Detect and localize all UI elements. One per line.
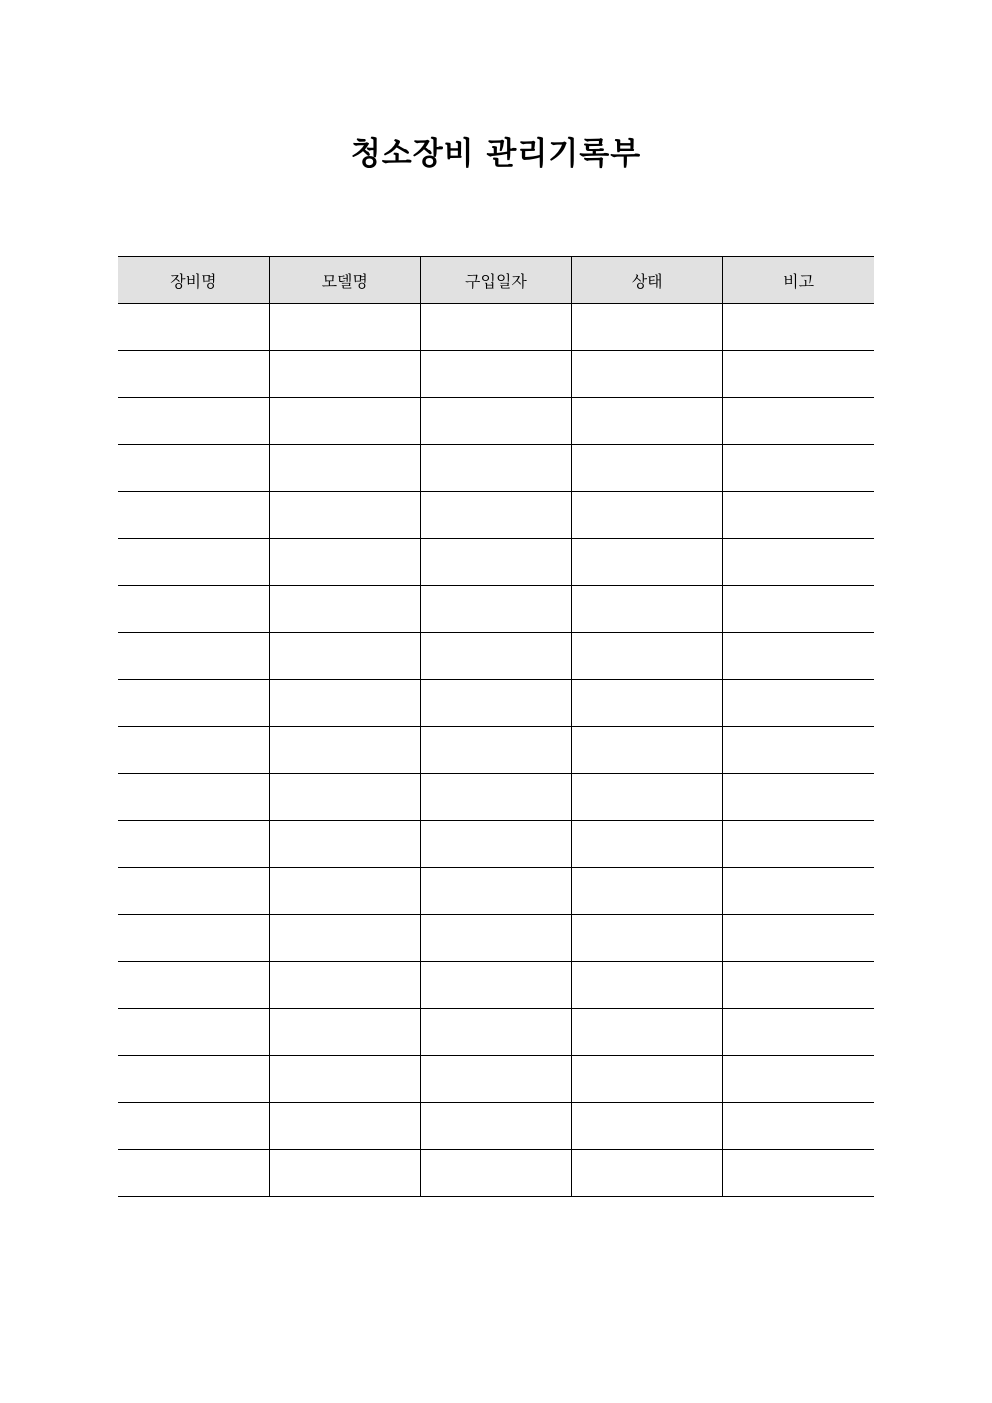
column-header-status: 상태 xyxy=(572,257,723,304)
table-cell-purchase-date[interactable] xyxy=(420,774,571,821)
table-cell-model-name[interactable] xyxy=(269,445,420,492)
table-cell-status[interactable] xyxy=(572,1103,723,1150)
table-cell-purchase-date[interactable] xyxy=(420,492,571,539)
table-row xyxy=(118,821,874,868)
table-cell-remarks[interactable] xyxy=(723,351,874,398)
table-cell-purchase-date[interactable] xyxy=(420,304,571,351)
table-row xyxy=(118,304,874,351)
header-row xyxy=(118,257,874,304)
table-row xyxy=(118,492,874,539)
table-row xyxy=(118,727,874,774)
table-cell-status[interactable] xyxy=(572,492,723,539)
table-cell-model-name[interactable] xyxy=(269,586,420,633)
table-cell-model-name[interactable] xyxy=(269,774,420,821)
table-cell-status[interactable] xyxy=(572,1150,723,1197)
table-cell-status[interactable] xyxy=(572,1056,723,1103)
table-cell-status[interactable] xyxy=(572,633,723,680)
table-row xyxy=(118,398,874,445)
table-row xyxy=(118,868,874,915)
table-cell-remarks[interactable] xyxy=(723,727,874,774)
table-cell-remarks[interactable] xyxy=(723,962,874,1009)
table-cell-status[interactable] xyxy=(572,680,723,727)
table-cell-remarks[interactable] xyxy=(723,680,874,727)
table-cell-equipment-name[interactable] xyxy=(118,868,269,915)
equipment-log-table xyxy=(118,256,874,1197)
table-cell-model-name[interactable] xyxy=(269,821,420,868)
table-cell-purchase-date[interactable] xyxy=(420,915,571,962)
table-row xyxy=(118,915,874,962)
table-cell-model-name[interactable] xyxy=(269,1150,420,1197)
table-cell-remarks[interactable] xyxy=(723,445,874,492)
table-cell-model-name[interactable] xyxy=(269,915,420,962)
table-cell-equipment-name[interactable] xyxy=(118,351,269,398)
table-cell-status[interactable] xyxy=(572,351,723,398)
table-cell-equipment-name[interactable] xyxy=(118,633,269,680)
table-row xyxy=(118,774,874,821)
table-cell-status[interactable] xyxy=(572,915,723,962)
table-row xyxy=(118,539,874,586)
table-row xyxy=(118,633,874,680)
column-header-purchase-date: 구입일자 xyxy=(420,257,571,304)
table-row xyxy=(118,1150,874,1197)
table-cell-equipment-name[interactable] xyxy=(118,1056,269,1103)
table-cell-model-name[interactable] xyxy=(269,492,420,539)
table-cell-remarks[interactable] xyxy=(723,304,874,351)
table-cell-remarks[interactable] xyxy=(723,1150,874,1197)
table-row xyxy=(118,351,874,398)
table-cell-purchase-date[interactable] xyxy=(420,1150,571,1197)
table-cell-remarks[interactable] xyxy=(723,492,874,539)
table-cell-status[interactable] xyxy=(572,868,723,915)
table-cell-status[interactable] xyxy=(572,821,723,868)
table-cell-equipment-name[interactable] xyxy=(118,915,269,962)
table-cell-status[interactable] xyxy=(572,962,723,1009)
table-cell-purchase-date[interactable] xyxy=(420,445,571,492)
table-cell-model-name[interactable] xyxy=(269,868,420,915)
table-row xyxy=(118,962,874,1009)
table-cell-purchase-date[interactable] xyxy=(420,821,571,868)
table-cell-equipment-name[interactable] xyxy=(118,492,269,539)
table-cell-remarks[interactable] xyxy=(723,586,874,633)
table-cell-remarks[interactable] xyxy=(723,539,874,586)
table-cell-model-name[interactable] xyxy=(269,727,420,774)
table-cell-purchase-date[interactable] xyxy=(420,1103,571,1150)
table-cell-equipment-name[interactable] xyxy=(118,680,269,727)
column-header-model-name: 모델명 xyxy=(269,257,420,304)
table-row xyxy=(118,445,874,492)
table-cell-purchase-date[interactable] xyxy=(420,1056,571,1103)
document-title: 청소장비 관리기록부 xyxy=(350,136,642,172)
table-cell-purchase-date[interactable] xyxy=(420,351,571,398)
table-cell-model-name[interactable] xyxy=(269,1056,420,1103)
table-body xyxy=(118,304,874,1197)
table-cell-status[interactable] xyxy=(572,727,723,774)
table-row xyxy=(118,1103,874,1150)
table-row xyxy=(118,680,874,727)
table-cell-equipment-name[interactable] xyxy=(118,821,269,868)
column-header-equipment-name: 장비명 xyxy=(118,257,269,304)
table-row xyxy=(118,1056,874,1103)
table-cell-status[interactable] xyxy=(572,445,723,492)
table-cell-status[interactable] xyxy=(572,586,723,633)
table-cell-model-name[interactable] xyxy=(269,398,420,445)
table-cell-purchase-date[interactable] xyxy=(420,962,571,1009)
table-cell-equipment-name[interactable] xyxy=(118,1103,269,1150)
table-header xyxy=(118,257,874,304)
table-cell-remarks[interactable] xyxy=(723,398,874,445)
table-cell-purchase-date[interactable] xyxy=(420,868,571,915)
table-cell-purchase-date[interactable] xyxy=(420,539,571,586)
table-cell-equipment-name[interactable] xyxy=(118,539,269,586)
table-cell-equipment-name[interactable] xyxy=(118,586,269,633)
table-row xyxy=(118,586,874,633)
table-cell-purchase-date[interactable] xyxy=(420,633,571,680)
table-cell-model-name[interactable] xyxy=(269,1103,420,1150)
table-cell-purchase-date[interactable] xyxy=(420,586,571,633)
table-cell-equipment-name[interactable] xyxy=(118,727,269,774)
table-cell-equipment-name[interactable] xyxy=(118,962,269,1009)
table-cell-remarks[interactable] xyxy=(723,633,874,680)
table-cell-status[interactable] xyxy=(572,398,723,445)
table-cell-status[interactable] xyxy=(572,304,723,351)
table-cell-equipment-name[interactable] xyxy=(118,445,269,492)
table-cell-model-name[interactable] xyxy=(269,1009,420,1056)
table-cell-remarks[interactable] xyxy=(723,1103,874,1150)
table-cell-purchase-date[interactable] xyxy=(420,680,571,727)
table-cell-model-name[interactable] xyxy=(269,680,420,727)
table-cell-remarks[interactable] xyxy=(723,774,874,821)
table-cell-equipment-name[interactable] xyxy=(118,304,269,351)
table-cell-remarks[interactable] xyxy=(723,915,874,962)
table-cell-equipment-name[interactable] xyxy=(118,1150,269,1197)
table-cell-purchase-date[interactable] xyxy=(420,727,571,774)
table-row xyxy=(118,1009,874,1056)
table-cell-model-name[interactable] xyxy=(269,962,420,1009)
table-cell-equipment-name[interactable] xyxy=(118,774,269,821)
table-cell-purchase-date[interactable] xyxy=(420,1009,571,1056)
table-cell-model-name[interactable] xyxy=(269,304,420,351)
table-cell-status[interactable] xyxy=(572,774,723,821)
table-cell-remarks[interactable] xyxy=(723,1009,874,1056)
table-cell-status[interactable] xyxy=(572,1009,723,1056)
table-cell-equipment-name[interactable] xyxy=(118,398,269,445)
table-cell-model-name[interactable] xyxy=(269,351,420,398)
table-cell-remarks[interactable] xyxy=(723,868,874,915)
table-cell-remarks[interactable] xyxy=(723,821,874,868)
table-cell-status[interactable] xyxy=(572,539,723,586)
table-cell-equipment-name[interactable] xyxy=(118,1009,269,1056)
table-cell-purchase-date[interactable] xyxy=(420,398,571,445)
table-cell-model-name[interactable] xyxy=(269,539,420,586)
column-header-remarks: 비고 xyxy=(723,257,874,304)
table-cell-model-name[interactable] xyxy=(269,633,420,680)
table-cell-remarks[interactable] xyxy=(723,1056,874,1103)
